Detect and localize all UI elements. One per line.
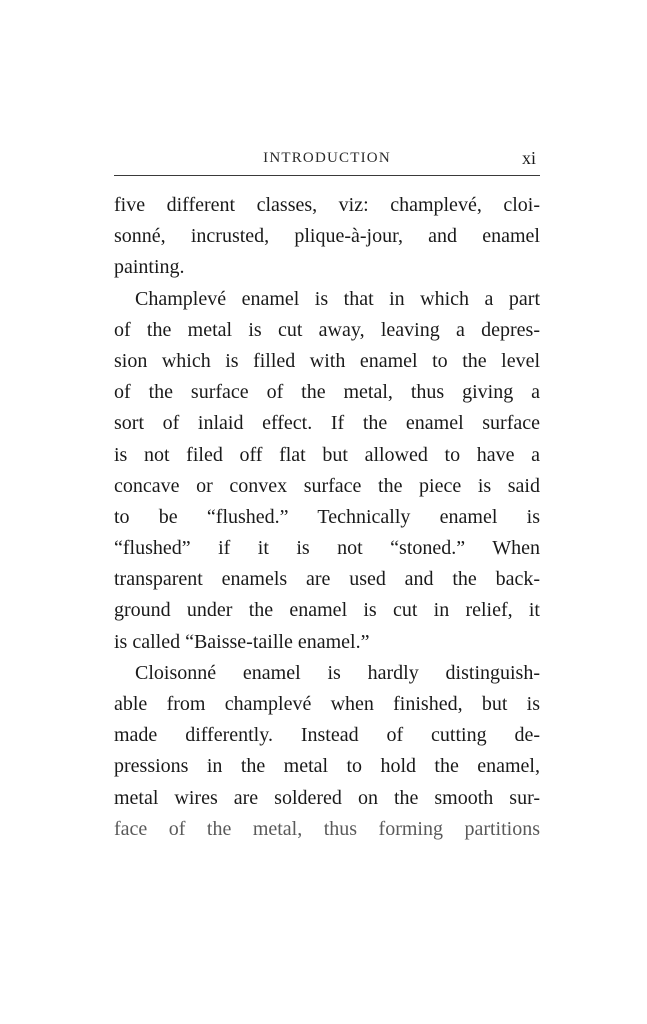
text-line: face of the metal, thus forming partitions	[114, 817, 540, 840]
text-line: able from champlevé when finished, but is	[114, 693, 540, 715]
running-head	[114, 146, 540, 170]
paragraph-start-line: Champlevé enamel is that in which a part	[135, 287, 540, 310]
text-line: five different classes, viz: champlevé, cloi-	[114, 194, 540, 216]
text-line: metal wires are soldered on the smooth sur-	[114, 786, 540, 809]
text-line: transparent enamels are used and the back-	[114, 568, 540, 591]
text-line: sion which is filled with enamel to the level	[114, 349, 540, 372]
header-rule	[114, 175, 540, 176]
text-line: “flushed” if it is not “stoned.” When	[114, 537, 540, 560]
page-number: xi	[521, 148, 536, 168]
text-line: of the surface of the metal, thus giving a	[114, 381, 540, 404]
text-line: painting.	[114, 256, 185, 279]
text-line: is called “Baisse-taille enamel.”	[114, 630, 370, 653]
text-line: of the metal is cut away, leaving a depres-	[114, 318, 540, 341]
text-line: concave or convex surface the piece is said	[114, 474, 540, 497]
text-line: sort of inlaid effect. If the enamel surface	[114, 412, 540, 435]
body-text	[114, 190, 540, 845]
text-line: ground under the enamel is cut in relief, it	[114, 599, 540, 622]
text-line: made differently. Instead of cutting de-	[114, 724, 540, 747]
text-line: is not filed off flat but allowed to have a	[114, 443, 540, 466]
running-title: INTRODUCTION	[263, 150, 391, 166]
text-line: to be “flushed.” Technically enamel is	[114, 505, 540, 528]
paragraph-start-line: Cloisonné enamel is hardly distinguish-	[135, 661, 540, 684]
text-line: sonné, incrusted, plique-à-jour, and enamel	[114, 225, 540, 248]
text-line: pressions in the metal to hold the enamel,	[114, 755, 540, 778]
